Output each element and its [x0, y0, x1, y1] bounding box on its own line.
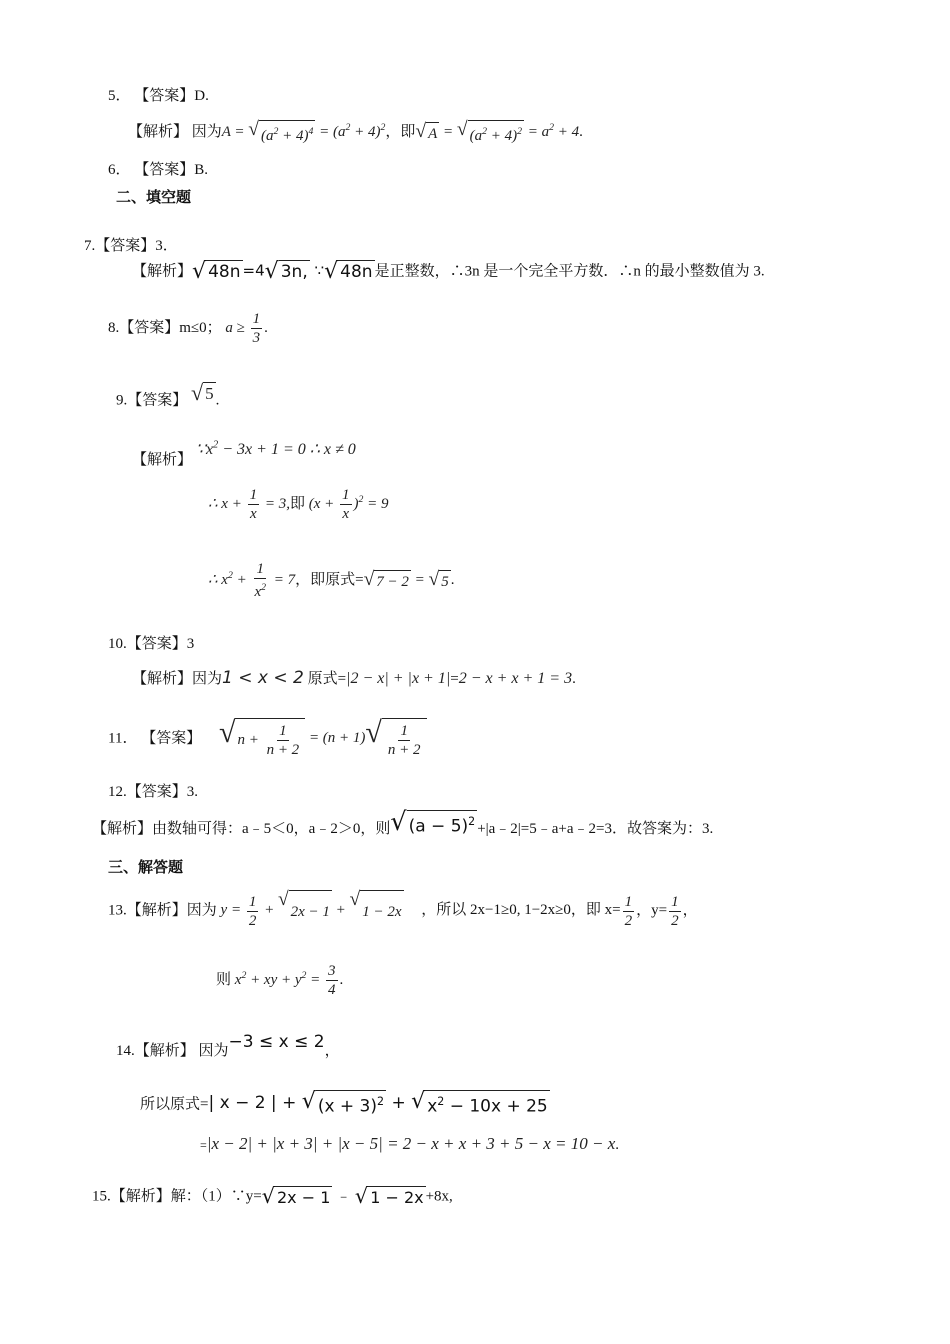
q13-x-value: $\frac{1}{2}$: [624, 893, 633, 929]
q14-comma: ，: [324, 1043, 340, 1059]
q8-formula: a ≥ $\frac{1}{3}$: [225, 311, 261, 346]
q9-number: 9.: [116, 392, 128, 409]
section-solve-heading: 三、解答题: [108, 860, 184, 876]
analysis-tag: 【解析】: [132, 452, 193, 469]
section-fill-blank-heading: 二、填空题: [116, 190, 192, 206]
q13-number: 13.: [108, 902, 127, 919]
q10-answer-line: [108, 634, 194, 654]
analysis-tag: 【解析】: [110, 1188, 171, 1205]
q5-formula-b: √ A = √ $(a^2 + 4)^2$ = $a^2 + 4$: [415, 118, 580, 144]
q12-answer-line: [108, 782, 198, 802]
q8-number: 8.: [108, 319, 120, 336]
q9-analysis-line-1: [132, 436, 356, 469]
q14-range: −3 ≤ x ≤ 2: [228, 1032, 325, 1052]
q13-text-because: 因为: [186, 902, 217, 919]
q13-text-so: ，所以 2x−1≥0, 1−2x≥0，即 x=: [421, 902, 621, 919]
q12-analysis-line: [92, 807, 714, 843]
q13-period: .: [339, 972, 344, 988]
answer-tag: 【答案】: [126, 784, 187, 800]
q10-analysis-line: 【解析】因为1 < x < 2 原式=|2 − x| + |x + 1|=2 − x + x + 1 = 3.: [132, 668, 576, 688]
q15-text-solve: 解：（1）∵y=: [170, 1188, 262, 1205]
analysis-tag: 【解析】: [132, 263, 193, 280]
q14-formula-2: |x − 2| + |x + 3| + |x − 5| = 2 − x + x + 3 + 5 − x = 10 − x: [206, 1134, 616, 1153]
answer-tag: 【答案】: [119, 319, 180, 336]
q7-equals-4: =4: [242, 261, 265, 280]
q12-sqrt-expr: √ $(a - 5)^2$: [390, 807, 476, 837]
q13-analysis-line-2: [216, 956, 343, 1000]
q9-period: .: [215, 392, 220, 409]
q8-period: .: [264, 319, 268, 336]
q7-analysis-line: [132, 260, 765, 282]
q9-analysis-line-3: [208, 560, 455, 601]
q6-number: 6．: [108, 162, 131, 178]
q9-formula-5: √ 7 − 2 = √ 5: [363, 568, 449, 590]
q7-number: 7.: [84, 238, 96, 254]
answer-tag: 【答案】: [95, 238, 156, 254]
q6-answer-line: [108, 160, 208, 180]
q5-answer-line: [108, 86, 209, 106]
q11-formula: √ n + $\frac{1}{n + 2}$ = (n + 1) √ $\frac{1}{n + 2}$: [219, 730, 427, 746]
q14-formula-1: | x − 2 | + √ $(x + 3)^2$ + √ $x^2 - 10x + 25$: [208, 1088, 548, 1117]
q13-formula-y: y = $\frac{1}{2}$ + √ 2x − 1 + √ 1 − 2x: [221, 902, 404, 918]
q5-text-ie: ，即: [385, 124, 416, 140]
q13-formula-result: $x^2$ + xy + $y^2$ = $\frac{3}{4}$: [234, 963, 336, 999]
answer-tag: 【答案】: [134, 162, 195, 178]
q11-answer-line: [108, 718, 427, 760]
q12-text-1: 由数轴可得：a﹣5＜0，a﹣2＞0，则: [152, 820, 391, 837]
q10-result: 2 − x + x + 1 = 3: [458, 670, 573, 687]
q10-equals: =: [450, 671, 459, 687]
q15-analysis-line: [92, 1186, 453, 1208]
q5-formula-a: A = √ $(a^2 + 4)^4$ = $(a^2 + 4)^2$: [221, 118, 386, 144]
q14-analysis-line-1: [116, 1032, 340, 1061]
q8-m-condition: m≤0；: [179, 319, 222, 336]
q14-text-original: 所以原式=: [140, 1096, 209, 1113]
q15-sqrt-2: √ 1 − 2x: [354, 1184, 424, 1208]
q10-abs-expr: |2 − x| + |x + 1|: [346, 670, 451, 687]
q14-text-because: 因为: [198, 1043, 229, 1059]
q13-text-then: 则: [216, 972, 232, 988]
q6-answer: B.: [194, 162, 209, 178]
q12-text-2: +|a﹣2|=5﹣a+a﹣2=3．故答案为：3.: [477, 820, 714, 837]
q9-formula-1: $\because x^2 - 3x + 1 = 0$ ∴ x ≠ 0: [195, 440, 356, 459]
q7-answer-line: [84, 236, 178, 256]
q7-sqrt-48n: √ 48n: [192, 258, 241, 284]
q14-analysis-line-3: [200, 1134, 619, 1155]
q9-answer-sqrt5: √ 5: [191, 380, 214, 405]
q12-answer: 3.: [186, 784, 199, 800]
q5-period: .: [579, 124, 583, 140]
q13-analysis-line-1: [108, 890, 698, 932]
q14-analysis-line-2: [140, 1090, 550, 1117]
q10-text-because: 因为: [192, 671, 223, 687]
analysis-tag: 【解析】: [128, 124, 189, 140]
analysis-tag: 【解析】: [126, 902, 187, 919]
analysis-tag: 【解析】: [134, 1043, 195, 1059]
q10-range: 1 < x < 2: [222, 668, 304, 688]
q5-answer: D.: [194, 88, 209, 104]
analysis-tag: 【解析】: [132, 671, 193, 687]
q5-text-because: 因为: [191, 124, 222, 140]
q11-number: 11．: [108, 730, 138, 747]
q15-sqrt-1: √ 2x − 1: [261, 1184, 331, 1208]
analysis-tag: 【解析】: [92, 820, 153, 837]
q15-minus: ﹣: [336, 1188, 352, 1205]
answer-tag: 【答案】: [127, 392, 188, 409]
q7-because: ∵: [314, 261, 325, 280]
q10-answer: 3: [186, 636, 195, 652]
q13-text-y: ，y=: [636, 902, 668, 919]
q5-analysis-line: [128, 118, 583, 146]
q5-number: 5．: [108, 88, 131, 104]
q9-formula-2: ∴ x + $\frac{1}{x}$ = 3,: [208, 487, 290, 522]
q12-number: 12.: [108, 784, 127, 800]
q7-answer: 3．: [155, 238, 178, 254]
q15-number: 15.: [92, 1188, 111, 1205]
q9-analysis-line-2: [208, 486, 389, 523]
q14-number: 14.: [116, 1043, 135, 1059]
answer-tag: 【答案】: [126, 636, 187, 652]
answer-tag: 【答案】: [141, 730, 202, 747]
q9-text-result: ，即原式=: [295, 571, 364, 588]
q10-number: 10.: [108, 636, 127, 652]
q9-formula-4: ∴ $x^2$ + $\frac{1}{x^2}$ = 7: [208, 561, 296, 600]
q9-formula-3: (x + $\frac{1}{x}$ )$^2$ = 9: [308, 487, 389, 522]
q8-answer-line: [108, 310, 268, 347]
q13-y-value: $\frac{1}{2}$: [671, 893, 679, 929]
q10-text-original: 原式=: [307, 671, 347, 687]
q13-comma: ，: [682, 902, 698, 919]
q9-period-2: .: [450, 571, 455, 588]
q9-answer-line: [116, 380, 220, 412]
q7-conclusion: 是正整数，∴3n 是一个完全平方数．∴n 的最小整数值为 3.: [374, 263, 765, 280]
answer-tag: 【答案】: [134, 88, 195, 104]
q14-equals: =: [200, 1138, 207, 1152]
q14-period: .: [615, 1137, 620, 1153]
q7-sqrt-48n-2: √ 48n: [324, 258, 373, 284]
q15-tail: +8x,: [425, 1188, 453, 1205]
q9-text-ie: 即: [289, 495, 305, 512]
q7-sqrt-3n: √ 3n,: [264, 258, 308, 284]
